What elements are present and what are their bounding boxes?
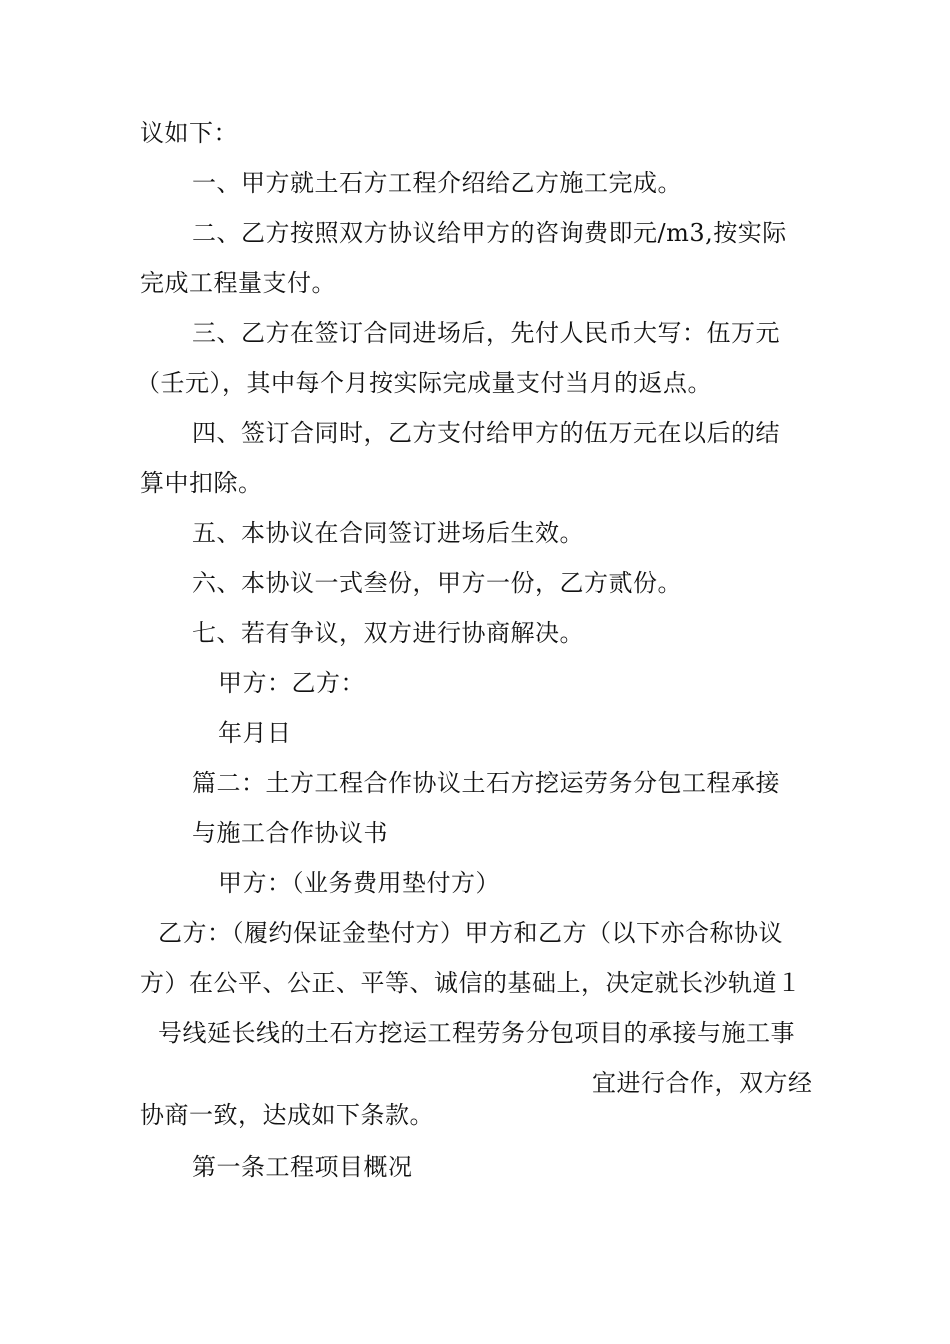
signature-date: 年月日 bbox=[218, 719, 292, 747]
clause-3: 三、乙方在签订合同进场后，先付人民币大写：伍万元 bbox=[192, 319, 780, 347]
signature-parties: 甲方：乙方： bbox=[218, 669, 365, 697]
party-a: 甲方：（业务费用垫付方） bbox=[218, 869, 500, 897]
clause-1: 一、甲方就土石方工程介绍给乙方施工完成。 bbox=[192, 169, 682, 197]
section-heading: 篇二：土方工程合作协议土石方挖运劳务分包工程承接 bbox=[192, 769, 780, 797]
clause-6: 六、本协议一式叁份，甲方一份，乙方贰份。 bbox=[192, 569, 682, 597]
text-line: 号线延长线的土石方挖运工程劳务分包项目的承接与施工事 bbox=[158, 1019, 795, 1047]
clause-5: 五、本协议在合同签订进场后生效。 bbox=[192, 519, 584, 547]
section-heading-cont: 与施工合作协议书 bbox=[192, 819, 388, 847]
text-line: 完成工程量支付。 bbox=[140, 269, 336, 297]
clause-2: 二、乙方按照双方协议给甲方的咨询费即元/m3,按实际 bbox=[192, 219, 787, 247]
text-line: 方）在公平、公正、平等、诚信的基础上，决定就长沙轨道１ bbox=[140, 969, 802, 997]
text-line: 算中扣除。 bbox=[140, 469, 263, 497]
text-line: 宜进行合作，双方经 bbox=[592, 1069, 813, 1097]
clause-7: 七、若有争议，双方进行协商解决。 bbox=[192, 619, 584, 647]
text-line: 协商一致，达成如下条款。 bbox=[140, 1101, 434, 1129]
article-heading: 第一条工程项目概况 bbox=[192, 1153, 413, 1181]
clause-4: 四、签订合同时，乙方支付给甲方的伍万元在以后的结 bbox=[192, 419, 780, 447]
text-line: （壬元），其中每个月按实际完成量支付当月的返点。 bbox=[136, 369, 712, 397]
text-line: 议如下： bbox=[140, 119, 238, 147]
party-b: 乙方：（履约保证金垫付方）甲方和乙方（以下亦合称协议 bbox=[158, 919, 783, 947]
